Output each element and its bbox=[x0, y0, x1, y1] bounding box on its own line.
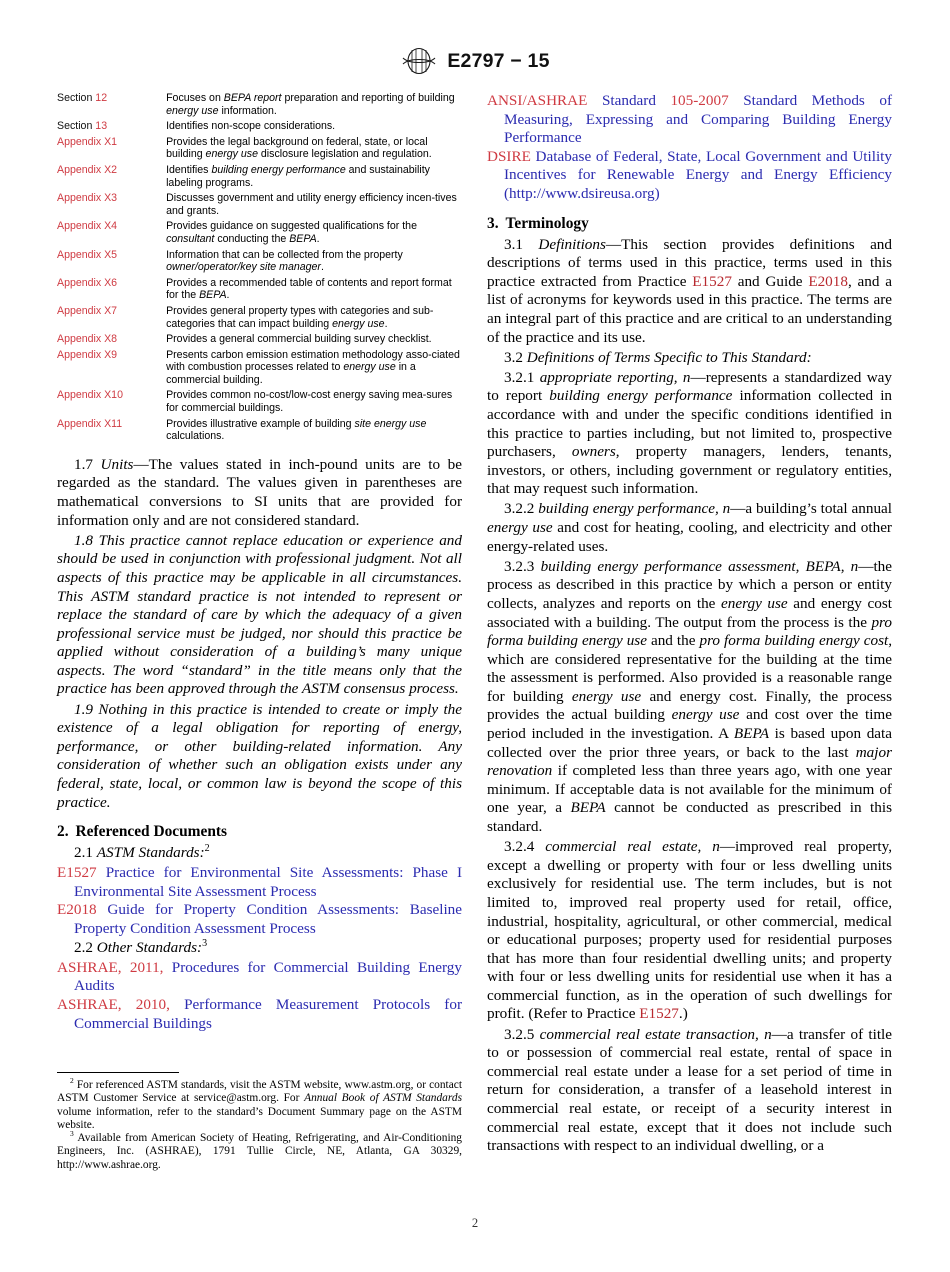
footnote-marker: 2 bbox=[70, 1076, 74, 1086]
page-number: 2 bbox=[471, 1216, 479, 1230]
summary-row-label: Appendix X6 bbox=[57, 276, 118, 289]
summary-row-description: Provides a general commercial building survey checklist. bbox=[166, 333, 432, 346]
paragraph-1-7: 1.7 Units—The values stated in inch-pound units are to be regarded as the standard. The values given in parentheses are mathematical conversions to SI units that are provided for information only and are not considered standard. bbox=[57, 455, 462, 529]
reference-entry[interactable] bbox=[57, 959, 462, 996]
reference-title[interactable]: Performance Measurement Protocols for Commercial Buildings bbox=[74, 995, 462, 1032]
reference-designation[interactable]: ANSI/ASHRAE bbox=[487, 92, 588, 109]
left-column bbox=[57, 92, 462, 1033]
reference-title[interactable]: Procedures for Commercial Building Energy Audits bbox=[74, 958, 462, 995]
reference-title[interactable]: Database of Federal, State, Local Government and Utility Incentives for Renewable Energy and Energy Efficiency (http://www.dsireusa.org) bbox=[504, 147, 892, 202]
paragraph-3-1: 3.1 Definitions—This section provides definitions and descriptions of terms used in this practice, terms used in this practice extracted from Practice E1527 and Guide E2018, and a list of acronyms for keywords used in this practice. The terms are an integral part of this practice and are critical to an understanding of the practice and its use. bbox=[487, 235, 892, 346]
right-column bbox=[487, 92, 892, 1157]
astm-standards-list bbox=[57, 864, 462, 938]
section-2-heading bbox=[57, 823, 462, 841]
summary-row-label: Appendix X10 bbox=[57, 389, 123, 402]
summary-row-description: Provides illustrative example of building site energy use calculations. bbox=[166, 417, 427, 443]
summary-row-description: Provides the legal background on federal, state, or local building energy use disclosure legislation and regulation. bbox=[166, 135, 432, 161]
summary-row-description: Focuses on BEPA report preparation and reporting of building energy use information. bbox=[166, 92, 455, 117]
reference-title[interactable]: Standard Methods of Measuring, Expressing and Comparing Building Energy Performance bbox=[504, 92, 893, 147]
summary-table-row bbox=[57, 136, 462, 164]
other-standards-list bbox=[57, 959, 462, 1033]
summary-table-row bbox=[57, 349, 462, 390]
footnote-marker: 3 bbox=[70, 1129, 74, 1139]
section-3-title: Terminology bbox=[505, 214, 589, 232]
summary-row-description: Identifies non-scope considerations. bbox=[166, 120, 336, 133]
footnote-item: $^3$ Available from American Society of Heating, Refrigerating, and Air-Conditioning Engineers, Inc. (ASHRAE), 1791 Tullie Circle, NE, Atlanta, GA 30329, http://www.ashrae.org. bbox=[57, 1129, 462, 1171]
summary-table-row bbox=[57, 220, 462, 248]
paragraph-3-2: 3.2 Definitions of Terms Specific to This Standard: bbox=[504, 348, 812, 366]
reference-designation[interactable]: E1527 bbox=[57, 864, 97, 882]
summary-row-description: Provides common no-cost/low-cost energy saving mea-sures for commercial buildings. bbox=[166, 389, 453, 415]
reference-designation[interactable]: ASHRAE, 2010, bbox=[57, 995, 170, 1013]
reference-title[interactable]: Practice for Environmental Site Assessments: Phase I Environmental Site Assessment Process bbox=[74, 864, 463, 900]
page-header bbox=[0, 46, 950, 86]
summary-table-row bbox=[57, 418, 462, 446]
reference-entry[interactable] bbox=[487, 148, 892, 204]
summary-row-label: Appendix X5 bbox=[57, 248, 118, 261]
footnotes-block bbox=[57, 1072, 462, 1172]
reference-designation[interactable]: E2018 bbox=[57, 901, 97, 919]
summary-row-description: Information that can be collected from the property owner/operator/key site manager. bbox=[166, 248, 403, 274]
paragraph-1-8: 1.8 This practice cannot replace education or experience and should be used in conjunction with professional judgment. Not all aspects of this practice may be applicable in all circumstances. This ASTM standard practice is not intended to represent or replace the standard of care by which the adequacy of a given professional service must be judged, nor should this practice be applied without consideration of a building’s many unique aspects. The word “standard” in the title means only that the practice has been approved through the ASTM consensus process. bbox=[57, 531, 462, 698]
summary-table-row bbox=[57, 164, 462, 192]
summary-row-description: Identifies building energy performance and sustainability labeling programs. bbox=[166, 163, 430, 189]
summary-table-row bbox=[57, 389, 462, 417]
reference-entry[interactable] bbox=[487, 92, 892, 148]
reference-entry[interactable] bbox=[57, 901, 462, 938]
paragraph-3-2-1: 3.2.1 appropriate reporting, n—represents a standardized way to report building energy performance information collected in accordance with and under the specific conditions identified in this practice to parties including, but not limited to, prospective purchasers, owners, property managers, lenders, tenants, investors, or others, including government or regulatory entities, that may request such information. bbox=[487, 368, 893, 498]
paragraph-3-2-2: 3.2.2 building energy performance, n—a building’s total annual energy use and cost for heating, cooling, and electricity and other energy-related uses. bbox=[487, 500, 892, 555]
paragraph-1-9: 1.9 Nothing in this practice is intended to create or imply the existence of a legal obligation for reporting of energy, performance, or other building-related information. Any consideration of whether such an obligation exists under any federal, state, local, or common law is beyond the scope of this practice. bbox=[57, 700, 462, 811]
summary-table-row bbox=[57, 249, 462, 277]
summary-row-label: Appendix X7 bbox=[57, 304, 118, 317]
summary-row-label: Appendix X2 bbox=[57, 163, 118, 176]
summary-row-label: Appendix X11 bbox=[57, 417, 123, 430]
reference-entry[interactable] bbox=[57, 864, 462, 901]
paragraph-3-2-4: 3.2.4 commercial real estate, n—improved real property, except a dwelling or property with four or less dwelling units exclusively for residential use. The term includes, but is not limited to, improved real property used for retail, office, industrial, hospitality, agricultural, or other commercial, medical or educational purposes; property used for residential purposes that has more than four residential dwelling units; and property with four or less dwelling units for residential use when it has a commercial function, as in the operation of such dwellings for profit. (Refer to Practice E1527.) bbox=[487, 838, 892, 1023]
summary-row-description: Provides guidance on suggested qualifications for the consultant conducting the BEPA. bbox=[166, 220, 417, 245]
section-summary-table bbox=[57, 92, 462, 446]
summary-table-row bbox=[57, 120, 462, 136]
summary-table-row bbox=[57, 333, 462, 349]
subsection-2-1: 2.1 ASTM Standards:$^2$ bbox=[74, 843, 210, 862]
summary-row-label: Appendix X1 bbox=[57, 135, 118, 148]
reference-designation[interactable]: DSIRE bbox=[487, 147, 531, 165]
section-3-heading bbox=[487, 215, 892, 233]
summary-row-label: Section 13 bbox=[57, 120, 108, 133]
summary-table-row bbox=[57, 277, 462, 305]
summary-row-description: Provides a recommended table of contents and report format for the BEPA. bbox=[166, 276, 452, 302]
reference-designation[interactable]: ASHRAE, 2011, bbox=[57, 958, 164, 976]
summary-row-label: Appendix X8 bbox=[57, 333, 118, 346]
reference-designation-number[interactable]: 105-2007 bbox=[670, 92, 729, 109]
summary-row-label: Appendix X4 bbox=[57, 220, 118, 233]
section-2-number: 2. bbox=[57, 823, 69, 841]
summary-row-label: Section 12 bbox=[57, 92, 108, 104]
astm-logo-icon bbox=[400, 46, 438, 76]
other-standards-continued-list bbox=[487, 92, 892, 204]
summary-row-description: Provides general property types with categories and sub-categories that can impact building energy use. bbox=[166, 304, 434, 330]
section-2-title: Referenced Documents bbox=[75, 823, 227, 841]
summary-table-row bbox=[57, 305, 462, 333]
summary-row-description: Presents carbon emission estimation methodology asso-ciated with combustion processes related to energy use in a commercial building. bbox=[166, 348, 460, 386]
standard-designation: E2797 − 15 bbox=[447, 49, 550, 72]
reference-title[interactable]: Guide for Property Condition Assessments: Baseline Property Condition Assessment Process bbox=[74, 901, 463, 938]
reference-entry[interactable] bbox=[57, 996, 462, 1033]
subsection-2-2: 2.2 Other Standards:$^3$ bbox=[74, 937, 208, 956]
summary-row-description: Discusses government and utility energy efficiency incen-tives and grants. bbox=[166, 192, 457, 217]
summary-row-label: Appendix X9 bbox=[57, 348, 118, 361]
reference-mid-word: Standard bbox=[601, 92, 656, 109]
section-3-number: 3. bbox=[487, 214, 499, 232]
footnote-item: $^2$ For referenced ASTM standards, visit the ASTM website, www.astm.org, or contact ASTM Customer Service at service@astm.org. For Annual Book of ASTM Standards volume information, refer to the standard’s Document Summary page on the ASTM website. bbox=[57, 1076, 463, 1131]
paragraph-3-2-5: 3.2.5 commercial real estate transaction, n—a transfer of title to or possession of commercial real estate, rental of space in commercial real estate under a lease for a set period of time in return for consideration, a transfer of a leasehold interest in commercial real estate, or receipt of a security interest in commercial real estate, except that it does not include such transactions with respect to an individual dwelling, or a bbox=[487, 1025, 892, 1155]
footnote-separator-rule bbox=[57, 1072, 179, 1073]
summary-table-row bbox=[57, 92, 462, 120]
summary-table-row bbox=[57, 192, 462, 220]
summary-row-label: Appendix X3 bbox=[57, 192, 118, 205]
paragraph-3-2-3: 3.2.3 building energy performance assessment, BEPA, n—the process as described in this practice by which a person or entity collects, analyzes and reports on the energy use and energy cost associated with a building. The output from the process is the pro forma building energy use and the pro forma building energy cost, which are considered representative for the building at the time the assessment is performed. Also provided is a reasonable range for building energy use and energy cost. Finally, the process provides the actual building energy use and cost over the time period included in the investigation. A BEPA is based upon data collected over the prior three years, or back to the last major renovation if completed less than three years ago, with one year minimum. If acceptable data is not available for the minimum of one year, a BEPA cannot be conducted as prescribed in this standard. bbox=[487, 557, 893, 836]
